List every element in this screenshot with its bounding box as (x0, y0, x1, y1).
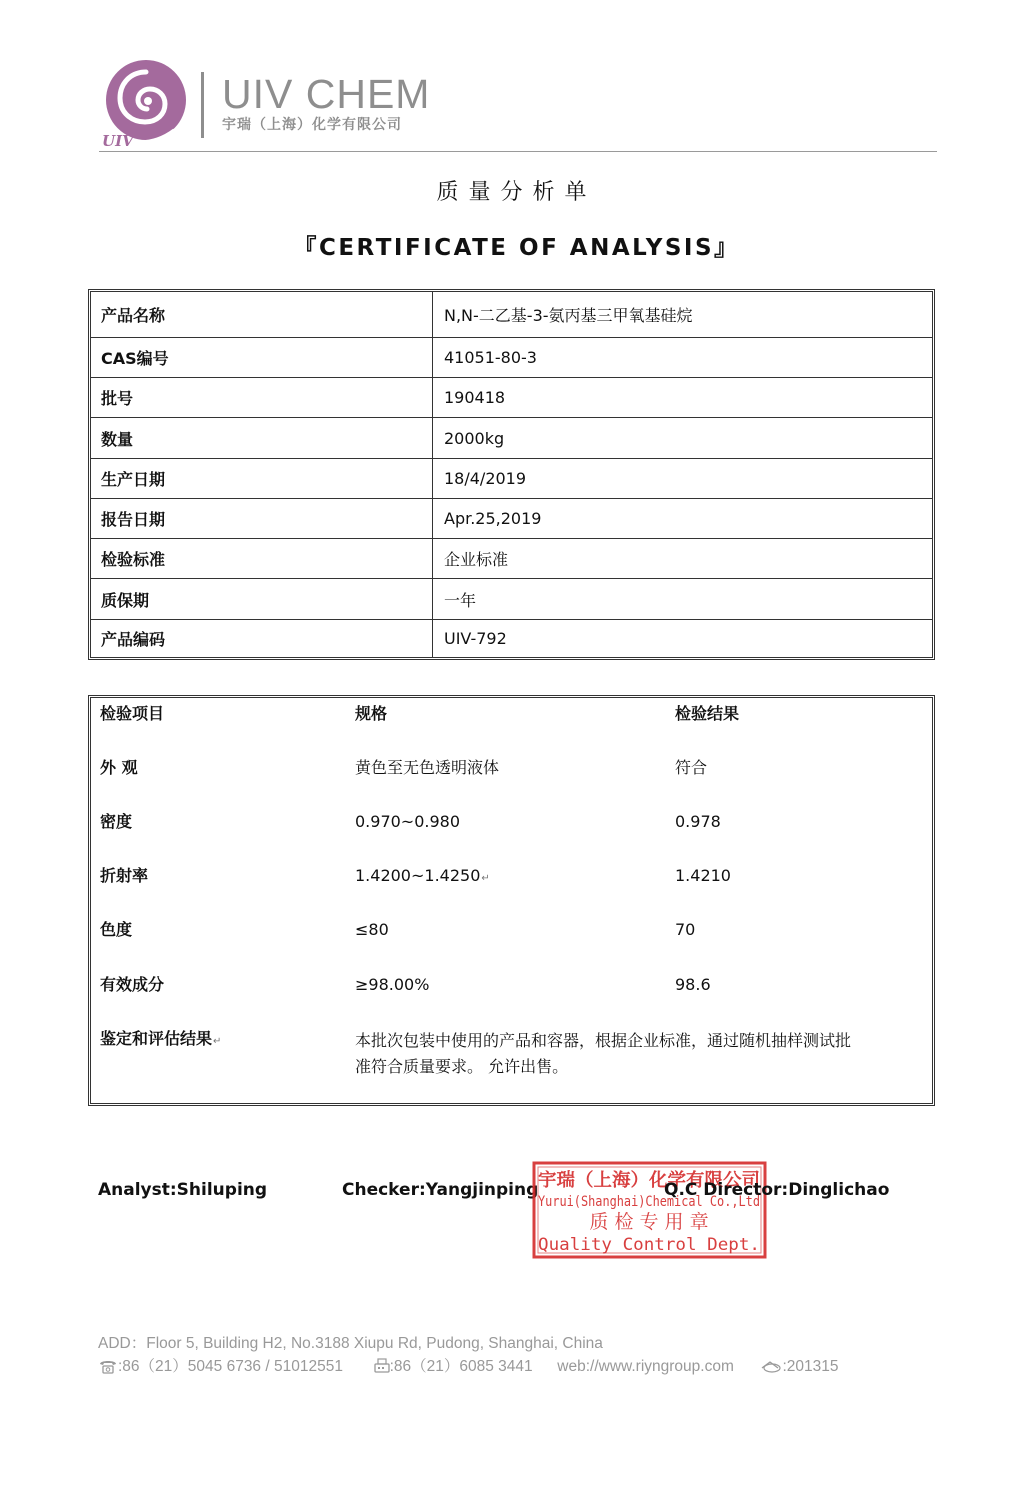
test-item: 色度 (100, 920, 133, 939)
svg-text:Quality Control Dept.: Quality Control Dept. (538, 1235, 760, 1255)
footer-address: ADD：Floor 5, Building H2, No.3188 Xiupu Rd, Pudong, Shanghai, China (98, 1335, 603, 1352)
info-value: 18/4/2019 (444, 469, 527, 488)
postcode-icon (760, 1358, 782, 1374)
info-row (91, 459, 932, 499)
conclusion-label: 鉴定和评估结果 (100, 1029, 213, 1048)
info-row (91, 378, 932, 418)
test-result: 0.978 (675, 812, 721, 831)
brand-subtitle: 宇瑞（上海）化学有限公司 (222, 117, 402, 133)
footer-web: web://www.riyngroup.com (557, 1358, 734, 1375)
qc-director-signature: Q.C Director:Dinglichao (664, 1180, 890, 1200)
test-results-table (88, 695, 935, 1106)
return-mark-icon: ↵ (481, 873, 490, 884)
info-value: Apr.25,2019 (444, 509, 542, 528)
info-value: 企业标准 (444, 550, 509, 569)
test-item: 有效成分 (100, 975, 165, 994)
footer-fax: :86（21）6085 3441 (389, 1358, 533, 1375)
info-key: 生产日期 (101, 470, 166, 489)
header-rule (99, 151, 937, 152)
product-info-table (88, 289, 935, 660)
svg-text:质 检 专 用 章: 质 检 专 用 章 (589, 1211, 709, 1233)
test-result: 符合 (675, 758, 708, 777)
conclusion-line: 准符合质量要求。 允许出售。 (355, 1057, 569, 1076)
test-result: 1.4210 (675, 866, 731, 885)
footer-tel: :86（21）5045 6736 / 51012551 (118, 1358, 343, 1375)
column-header-spec: 规格 (355, 704, 388, 723)
info-key: 产品名称 (101, 306, 166, 325)
column-header-result: 检验结果 (675, 704, 740, 723)
info-key: 数量 (101, 429, 134, 449)
info-row (91, 620, 932, 657)
info-value: UIV-792 (444, 629, 507, 648)
info-key: 质保期 (101, 590, 150, 610)
info-row (91, 338, 932, 378)
test-spec: 0.970~0.980 (355, 812, 461, 831)
svg-text:Yurui(Shanghai)Chemical Co.,Lt: Yurui(Shanghai)Chemical Co.,Ltd (538, 1194, 760, 1210)
info-row (91, 292, 932, 338)
checker-signature: Checker:Yangjinping (342, 1180, 539, 1200)
quality-control-stamp (531, 1160, 768, 1260)
info-value: N,N-二乙基-3-氨丙基三甲氧基硅烷 (444, 306, 693, 325)
fax-icon (374, 1358, 390, 1374)
document-title-en: 『CERTIFICATE OF ANALYSIS』 (293, 235, 740, 261)
test-result: 70 (675, 920, 696, 939)
test-spec-wrap (355, 865, 490, 890)
info-value: 一年 (444, 590, 477, 610)
info-value: 41051-80-3 (444, 348, 537, 367)
info-key: 报告日期 (101, 510, 166, 529)
conclusion-text (355, 1028, 931, 1080)
telephone-icon (98, 1358, 118, 1374)
info-row (91, 499, 932, 539)
brand-divider (201, 72, 204, 138)
test-spec: ≥98.00% (355, 975, 430, 994)
info-key: 检验标准 (101, 550, 166, 569)
document-title-cn: 质量分析单 (436, 180, 597, 205)
info-row (91, 418, 932, 459)
info-row (91, 579, 932, 620)
test-spec: 1.4200~1.4250 (355, 866, 481, 885)
uiv-logo-icon (100, 58, 190, 150)
svg-text:宇瑞（上海）化学有限公司: 宇瑞（上海）化学有限公司 (538, 1170, 754, 1191)
info-value: 2000kg (444, 428, 505, 448)
svg-text:UIV: UIV (102, 132, 134, 150)
info-key: 批号 (101, 389, 134, 408)
return-mark-icon: ↵ (213, 1036, 222, 1047)
test-item: 折射率 (100, 866, 149, 885)
info-value: 190418 (444, 388, 506, 407)
test-result: 98.6 (675, 975, 711, 994)
column-header-item: 检验项目 (100, 704, 165, 723)
info-key: CAS编号 (101, 349, 169, 368)
footer-contacts (98, 1357, 839, 1377)
conclusion-label-wrap (100, 1028, 221, 1053)
test-spec: ≤80 (355, 920, 389, 939)
conclusion-line: 本批次包装中使用的产品和容器，根据企业标准，通过随机抽样测试批 (355, 1031, 852, 1050)
info-row (91, 539, 932, 579)
brand-name: UIV CHEM (222, 71, 431, 117)
footer-postcode: :201315 (782, 1358, 839, 1375)
test-spec: 黄色至无色透明液体 (355, 758, 500, 777)
info-key: 产品编码 (101, 630, 166, 649)
test-item: 外 观 (100, 758, 138, 777)
analyst-signature: Analyst:Shiluping (98, 1180, 268, 1200)
test-item: 密度 (100, 812, 133, 831)
